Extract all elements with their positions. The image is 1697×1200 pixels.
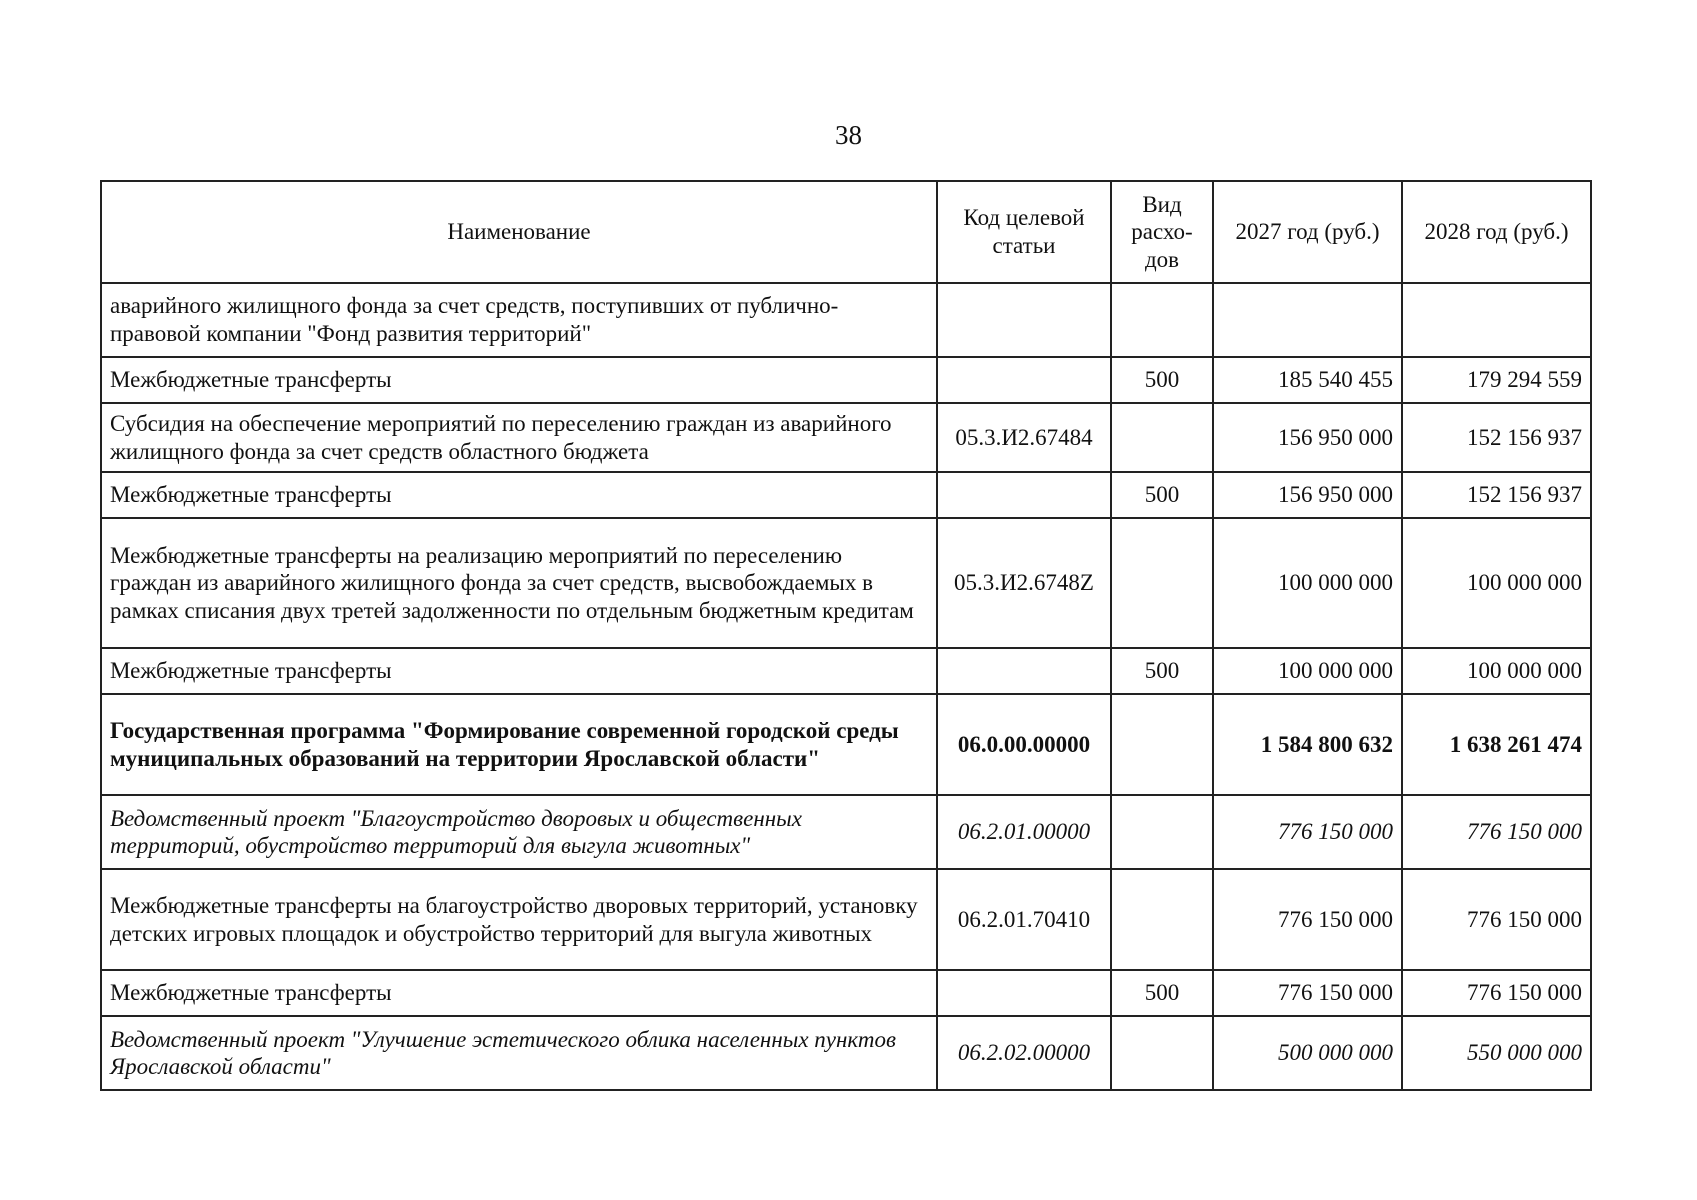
- cell-vid: [1111, 869, 1213, 970]
- cell-code: 06.2.01.70410: [937, 869, 1111, 970]
- cell-2028: 152 156 937: [1402, 403, 1591, 472]
- col-header-2027: 2027 год (руб.): [1213, 181, 1402, 283]
- col-header-code: Код целевой статьи: [937, 181, 1111, 283]
- cell-code: [937, 648, 1111, 694]
- cell-name: Государственная программа "Формирование современной городской среды муниципальных образований на территории Ярославской области": [101, 694, 937, 795]
- table-row: [101, 472, 1591, 518]
- cell-2028: 550 000 000: [1402, 1016, 1591, 1090]
- cell-2027: [1213, 283, 1402, 357]
- cell-2028: 776 150 000: [1402, 970, 1591, 1016]
- cell-code: 05.3.И2.67484: [937, 403, 1111, 472]
- table-row: [101, 357, 1591, 403]
- cell-vid: [1111, 694, 1213, 795]
- cell-2027: 776 150 000: [1213, 869, 1402, 970]
- cell-2028: 776 150 000: [1402, 795, 1591, 869]
- cell-2028: 776 150 000: [1402, 869, 1591, 970]
- cell-name: Межбюджетные трансферты на благоустройство дворовых территорий, установку детских игровых площадок и обустройство территорий для выгула животных: [101, 869, 937, 970]
- table-row: [101, 1016, 1591, 1090]
- cell-name: Межбюджетные трансферты на реализацию мероприятий по переселению граждан из аварийного жилищного фонда за счет средств, высвобождаемых в рамках списания двух третей задолженности по отдельным бюджетным кредитам: [101, 518, 937, 648]
- cell-2028: 152 156 937: [1402, 472, 1591, 518]
- cell-vid: [1111, 795, 1213, 869]
- cell-code: 06.2.01.00000: [937, 795, 1111, 869]
- cell-2027: 1 584 800 632: [1213, 694, 1402, 795]
- table-row: [101, 970, 1591, 1016]
- cell-2027: 776 150 000: [1213, 795, 1402, 869]
- cell-vid: 500: [1111, 472, 1213, 518]
- cell-code: 06.2.02.00000: [937, 1016, 1111, 1090]
- cell-2027: 185 540 455: [1213, 357, 1402, 403]
- cell-vid: 500: [1111, 970, 1213, 1016]
- cell-name: Межбюджетные трансферты: [101, 648, 937, 694]
- table-row: [101, 694, 1591, 795]
- cell-2028: [1402, 283, 1591, 357]
- cell-code: 05.3.И2.6748Z: [937, 518, 1111, 648]
- cell-2027: 156 950 000: [1213, 403, 1402, 472]
- col-header-name: Наименование: [101, 181, 937, 283]
- budget-table: [100, 180, 1592, 1091]
- table-body: [101, 283, 1591, 1090]
- cell-name: аварийного жилищного фонда за счет средств, поступивших от публично-правовой компании "Фонд развития территорий": [101, 283, 937, 357]
- cell-name: Субсидия на обеспечение мероприятий по переселению граждан из аварийного жилищного фонда за счет средств областного бюджета: [101, 403, 937, 472]
- cell-code: [937, 970, 1111, 1016]
- cell-2027: 776 150 000: [1213, 970, 1402, 1016]
- cell-code: 06.0.00.00000: [937, 694, 1111, 795]
- cell-name: Межбюджетные трансферты: [101, 357, 937, 403]
- table-header-row: [101, 181, 1591, 283]
- table-row: [101, 403, 1591, 472]
- cell-vid: 500: [1111, 648, 1213, 694]
- cell-2027: 156 950 000: [1213, 472, 1402, 518]
- cell-vid: 500: [1111, 357, 1213, 403]
- cell-2028: 100 000 000: [1402, 518, 1591, 648]
- table-row: [101, 518, 1591, 648]
- cell-name: Ведомственный проект "Улучшение эстетического облика населенных пунктов Ярославской области": [101, 1016, 937, 1090]
- cell-2027: 100 000 000: [1213, 648, 1402, 694]
- cell-vid: [1111, 403, 1213, 472]
- cell-name: Ведомственный проект "Благоустройство дворовых и общественных территорий, обустройство территорий для выгула животных": [101, 795, 937, 869]
- cell-code: [937, 357, 1111, 403]
- cell-2027: 100 000 000: [1213, 518, 1402, 648]
- col-header-vid: Вид расхо-дов: [1111, 181, 1213, 283]
- cell-name: Межбюджетные трансферты: [101, 472, 937, 518]
- table-row: [101, 283, 1591, 357]
- cell-2028: 179 294 559: [1402, 357, 1591, 403]
- table-row: [101, 869, 1591, 970]
- cell-2028: 1 638 261 474: [1402, 694, 1591, 795]
- cell-code: [937, 472, 1111, 518]
- cell-code: [937, 283, 1111, 357]
- cell-vid: [1111, 283, 1213, 357]
- table-row: [101, 795, 1591, 869]
- cell-name: Межбюджетные трансферты: [101, 970, 937, 1016]
- cell-2028: 100 000 000: [1402, 648, 1591, 694]
- cell-vid: [1111, 518, 1213, 648]
- cell-2027: 500 000 000: [1213, 1016, 1402, 1090]
- col-header-2028: 2028 год (руб.): [1402, 181, 1591, 283]
- page-number: 38: [835, 120, 862, 150]
- cell-vid: [1111, 1016, 1213, 1090]
- table-row: [101, 648, 1591, 694]
